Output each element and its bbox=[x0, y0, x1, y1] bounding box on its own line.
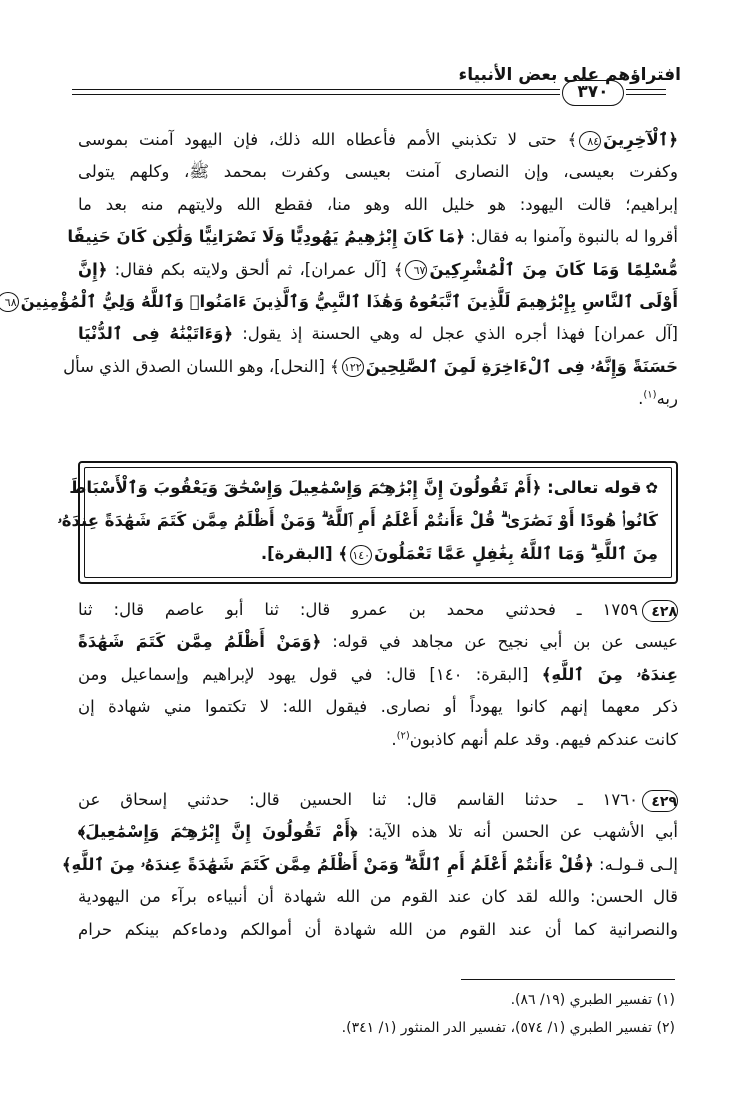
verse-number-marker: ١٢٢ bbox=[342, 357, 364, 377]
text-line: أقروا له بالنبوة وآمنوا به فقال: ﴿مَا كَانَ إِبْرَٰهِيمُ يَهُودِيًّا وَلَا نَصْرَانِيًّا وَلَٰكِن كَانَ حَنِيفًا bbox=[67, 227, 678, 247]
verse-number-marker: ٦٧ bbox=[405, 260, 427, 280]
verse-number-marker: ٦٨ bbox=[0, 292, 19, 312]
commentary-paragraph bbox=[4, 124, 678, 416]
verse-number-marker: ٨٤ bbox=[579, 131, 601, 151]
verse-line: مِنَ ٱللَّهِ ۗ وَمَا ٱللَّهُ بِغَٰفِلٍ عَمَّا تَعْمَلُونَ١٤٠﴾ [البقرة]. bbox=[260, 544, 658, 563]
text-line: [آل عمران] فهذا أجره الذي عجل له وهي الحسنة إذ يقول: ﴿وَءَاتَيْنَٰهُ فِى ٱلدُّنْيَا bbox=[78, 324, 678, 344]
header-rule bbox=[626, 89, 666, 90]
header-rule bbox=[626, 94, 666, 95]
text-line: وكفرت بعيسى، وإن النصارى آمنت بعيسى وكفرت بمحمد ﷺ، وكلهم يتولى bbox=[78, 162, 678, 182]
flower-ornament-icon: ✿ bbox=[645, 479, 658, 497]
text-line: كانت عندكم فيهم. وقد علم أنهم كاذبون$^{(٢)}$. bbox=[391, 729, 678, 749]
text-line: إلـى قـولـه: ﴿قُلْ ءَأَنتُمْ أَعْلَمُ أَمِ ٱللَّهُ ۗ وَمَنْ أَظْلَمُ مِمَّن كَتَمَ شَهَٰدَةً عِندَهُۥ مِنَ ٱللَّهِ﴾ bbox=[61, 854, 678, 874]
narration-number-badge: ٤٢٩ bbox=[642, 790, 678, 812]
text-line: أَوْلَى ٱلنَّاسِ بِإِبْرَٰهِيمَ لَلَّذِينَ ٱتَّبَعُوهُ وَهَٰذَا ٱلنَّبِيُّ وَٱلَّذِينَ ءَامَنُوا۟ وَٱللَّهُ وَلِيُّ ٱلْمُؤْمِنِينَ٦٨ bbox=[78, 286, 678, 318]
text-line: إبراهيم؛ قالت اليهود: هو خليل الله وهو منا، فقطع الله ولايتهم منه بعد ما bbox=[78, 194, 678, 214]
text-line: ربه$^{(١)}$. bbox=[638, 389, 678, 409]
verse-line: كَانُوا۟ هُودًا أَوْ نَصَٰرَىٰ ۗ قُلْ ءَأَنتُمْ أَعْلَمُ أَمِ ٱللَّهُ ۗ وَمَنْ أَظْلَمُ مِمَّن كَتَمَ شَهَٰدَةً عِندَهُۥ bbox=[57, 511, 658, 530]
page-number: ٣٧٠ bbox=[562, 80, 624, 106]
footnote-ref: (٢) bbox=[396, 730, 410, 742]
text-line: أبي الأشهب عن الحسن أنه تلا هذه الآية: ﴿أَمْ تَقُولُونَ إِنَّ إِبْرَٰهِـۧمَ وَإِسْمَٰعِيلَ﴾ bbox=[78, 822, 678, 842]
footnote-1: (١) تفسير الطبري (١٩/ ٨٦). bbox=[510, 992, 675, 1008]
text-line: قال الحسن: والله لقد كان عند القوم من الله شهادة أن أنبياءه برآء من اليهودية bbox=[78, 887, 678, 907]
text-line: ٤٢٩١٧٦٠ ـ حدثنا القاسم قال: ثنا الحسين قال: حدثني إسحاق عن bbox=[78, 790, 677, 810]
header-rule bbox=[72, 89, 560, 90]
text-line: ٤٢٨١٧٥٩ ـ فحدثني محمد بن عمرو قال: ثنا أبو عاصم قال: ثنا bbox=[78, 600, 677, 620]
header-rule bbox=[72, 94, 560, 95]
text-line: مُّسْلِمًا وَمَا كَانَ مِنَ ٱلْمُشْرِكِينَ٦٧﴾ [آل عمران]، ثم ألحق ولايته بكم فقال: ﴿إِنَّ bbox=[78, 259, 678, 279]
verse-line: ✿قوله تعالى: ﴿أَمْ تَقُولُونَ إِنَّ إِبْرَٰهِـۧمَ وَإِسْمَٰعِيلَ وَإِسْحَٰقَ وَيَعْقُوبَ وَٱلْأَسْبَاطَ bbox=[69, 478, 658, 497]
narration-1760 bbox=[61, 784, 678, 946]
verse-number-marker: ١٤٠ bbox=[350, 545, 372, 565]
text-line: عيسى عن بن أبي نجيح عن مجاهد في قوله: ﴿وَمَنْ أَظْلَمُ مِمَّن كَتَمَ شَهَٰدَةً bbox=[78, 632, 678, 652]
text-line: عِندَهُۥ مِنَ ٱللَّهِ﴾ [البقرة: ١٤٠] قال: في قول يهود لإبراهيم وإسماعيل ومن bbox=[78, 664, 678, 684]
footnote-2: (٢) تفسير الطبري (١/ ٥٧٤)، تفسير الدر المنثور (١/ ٣٤١). bbox=[341, 1020, 675, 1036]
verse-frame bbox=[57, 461, 678, 584]
narration-number-badge: ٤٢٨ bbox=[642, 600, 678, 622]
text-line: ﴿ٱلْآخِرِينَ٨٤﴾ حتى لا تكذبني الأمم فأعطاه الله ذلك، فإن اليهود آمنت بموسى bbox=[78, 130, 678, 149]
footnote-ref: (١) bbox=[643, 389, 657, 401]
narration-1759 bbox=[78, 594, 678, 756]
text-line: والنصرانية كما أن عند القوم من الله شهادة أن أموالكم ودماءكم بينكم حرام bbox=[78, 919, 678, 939]
text-line: حَسَنَةً وَإِنَّهُۥ فِى ٱلْءَاخِرَةِ لَمِنَ ٱلصَّٰلِحِينَ١٢٢﴾ [النحل]، وهو اللسان الصدق الذي سأل bbox=[63, 356, 678, 376]
running-header-title: افتراؤهم على بعض الأنبياء bbox=[458, 65, 681, 85]
footnote-separator bbox=[461, 979, 675, 980]
text-line: ذكر معهما إنهم كانوا يهوداً أو نصارى. فيقول الله: لا تكتموا مني شهادة إن bbox=[78, 697, 678, 717]
